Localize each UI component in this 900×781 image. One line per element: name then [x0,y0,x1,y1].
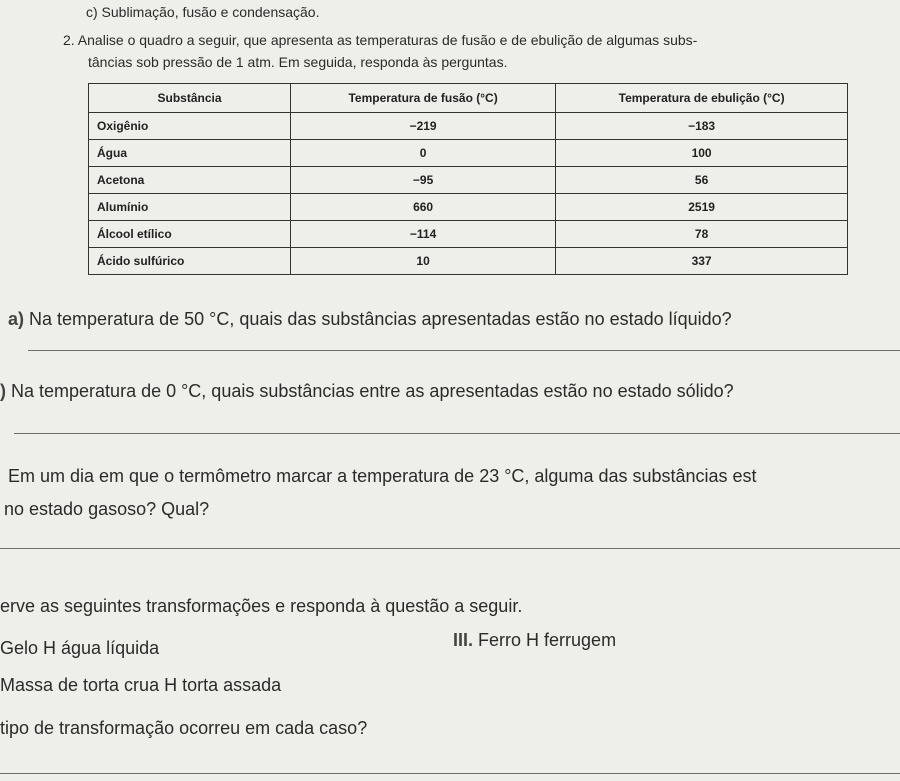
header-melting: Temperatura de fusão (°C) [291,84,556,113]
cell-substance: Oxigênio [89,113,291,140]
cell-boiling: 100 [556,140,848,167]
question-3-prompt: tipo de transformação ocorreu em cada caso? [0,718,368,738]
table-row [89,167,848,194]
properties-table [88,83,848,275]
answer-line-b[interactable] [14,433,900,434]
cell-melting: −95 [291,167,556,194]
cell-melting: 0 [291,140,556,167]
cell-substance: Água [89,140,291,167]
cell-substance: Ácido sulfúrico [89,248,291,275]
item-c-line-2: no estado gasoso? Qual? [4,499,210,519]
item-b-label: ) [0,381,6,401]
question-2-line-2: tâncias sob pressão de 1 atm. Em seguida, responda às perguntas. [88,54,508,70]
cell-melting: −219 [291,113,556,140]
table-row [89,194,848,221]
header-substance: Substância [89,84,291,113]
answer-line-c[interactable] [0,548,900,549]
question-2-line-1: 2. Analise o quadro a seguir, que apresenta as temperaturas de fusão e de ebulição de algumas subs- [63,32,698,48]
cell-boiling: 2519 [556,194,848,221]
item-c-line-1: Em um dia em que o termômetro marcar a temperatura de 23 °C, alguma das substâncias est [8,466,757,486]
cell-boiling: 78 [556,221,848,248]
cell-melting: 10 [291,248,556,275]
table-header-row [89,84,848,113]
transformation-item-3 [453,630,616,651]
table-row [89,113,848,140]
transformation-item-1: Gelo H água líquida [0,638,160,658]
cell-boiling: 56 [556,167,848,194]
cell-substance: Alumínio [89,194,291,221]
question-3-intro: erve as seguintes transformações e responda à questão a seguir. [0,596,523,616]
answer-line-3[interactable] [0,773,900,774]
transformation-item-2: Massa de torta crua H torta assada [0,675,282,695]
table-row [89,140,848,167]
item-b [0,381,734,402]
cell-boiling: 337 [556,248,848,275]
header-boiling: Temperatura de ebulição (°C) [556,84,848,113]
cell-melting: −114 [291,221,556,248]
answer-line-a[interactable] [28,350,900,351]
cell-boiling: −183 [556,113,848,140]
option-c-text: c) Sublimação, fusão e condensação. [86,4,320,20]
item-a-label: a) [8,309,25,329]
table-row [89,248,848,275]
item-a [8,309,732,330]
table-row [89,221,848,248]
cell-melting: 660 [291,194,556,221]
cell-substance: Acetona [89,167,291,194]
item-3-text: Ferro H ferrugem [478,630,617,650]
item-3-label: III. [453,630,474,650]
item-b-text: Na temperatura de 0 °C, quais substâncias entre as apresentadas estão no estado sólido? [11,381,734,401]
cell-substance: Álcool etílico [89,221,291,248]
item-a-text: Na temperatura de 50 °C, quais das substâncias apresentadas estão no estado líquido? [29,309,732,329]
